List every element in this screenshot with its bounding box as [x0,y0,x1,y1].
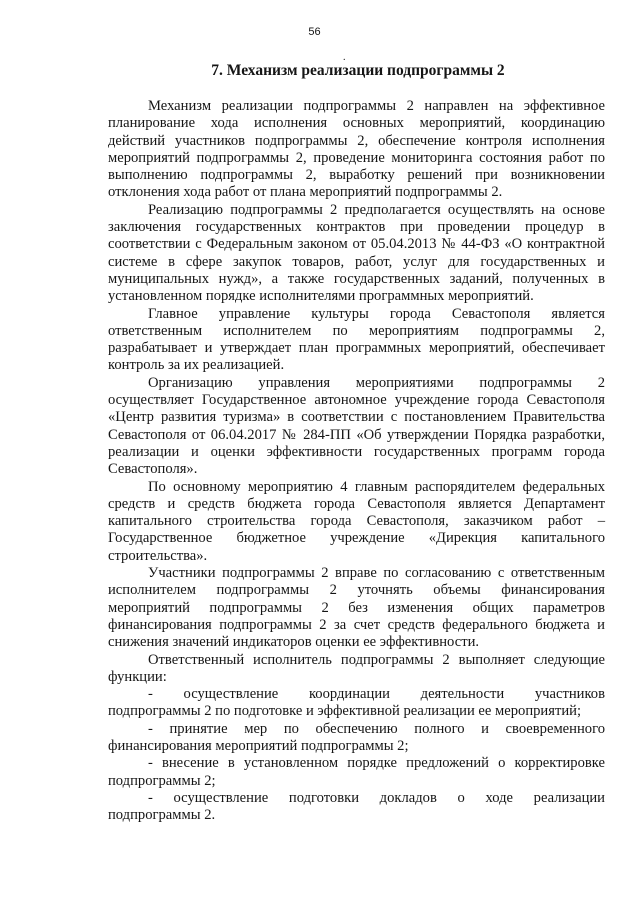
function-item: - осуществление подготовки докладов о ходе реализации подпрограммы 2. [108,789,609,824]
function-item: - внесение в установленном порядке предложений о корректировке подпрограммы 2; [108,755,605,789]
page-number: 56 [308,26,321,38]
paragraph-event-4: По основному мероприятию 4 главным распорядителем федеральных средств и средств бюджета города Севастополя является Департамент капитального строительства города Севастополя, заказчиком работ – Государственное бюджетное учреждение «Дирекция капитального строительства». [108,478,605,564]
section-heading: 7. Механизм реализации подпрограммы 2 [211,62,505,79]
paragraph-responsible: Главное управление культуры города Севастополя является ответственным исполнителем по мероприятиям подпрограммы 2, разрабатывает и утверждает план программных мероприятий, обеспечивает контроль за их реализацией. [108,305,605,374]
paragraph-participants: Участники подпрограммы 2 вправе по согласованию с ответственным исполнителем подпрограммы 2 уточнять объемы финансирования мероприятий подпрограммы 2 без изменения общих параметров финансирования подпрограммы 2 за счет средств федерального бюджета и снижения значений индикаторов оценки ее эффективности. [108,565,605,651]
paragraph-organization: Организацию управления мероприятиями подпрограммы 2 осуществляет Государственное автономное учреждение города Севастополя «Центр развития туризма» в соответствии с постановлением Правительства Севастополя от 06.04.2017 № 284-ПП «Об утверждении Порядка разработки, реализации и оценки эффективности государственных программ города Севастополя». [108,374,605,478]
paragraph-mechanism: Механизм реализации подпрограммы 2 направлен на эффективное планирование хода исполнения основных мероприятий, координацию действий участников подпрограммы 2, обеспечение контроля исполнения мероприятий подпрограммы 2, проведение мониторинга состояния работ по выполнению подпрограммы 2, выработку решений при возникновении отклонения хода работ от плана мероприятий подпрограммы 2. [108,98,605,201]
function-item: - осуществление координации деятельности участников подпрограммы 2 по подготовке и эффективной реализации ее мероприятий; [108,686,609,720]
document-body [108,98,609,824]
paragraph-functions-intro: Ответственный исполнитель подпрограммы 2 выполняет следующие функции: [108,651,605,685]
page-mark: . [343,52,346,63]
function-item: - принятие мер по обеспечению полного и своевременного финансирования мероприятий подпрограммы 2; [108,720,605,754]
paragraph-contracts: Реализацию подпрограммы 2 предполагается осуществлять на основе заключения государственных контрактов при проведении процедур в соответствии с Федеральным законом от 05.04.2013 № 44-ФЗ «О контрактной системе в сфере закупок товаров, работ, услуг для государственных и муниципальных нужд», а также государственных заданий, полученных в установленном порядке исполнителями программных мероприятий. [108,201,605,305]
